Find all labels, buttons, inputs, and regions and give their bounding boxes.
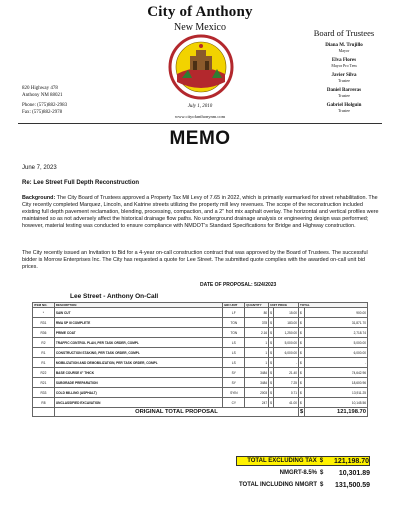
total-value: 10,301.89: [338, 469, 370, 477]
line-total: 900.00: [305, 308, 368, 318]
item-number: R33: [33, 388, 55, 398]
unit-price-dollar: $: [269, 328, 274, 338]
total-dollar: $: [319, 458, 324, 464]
board-member: [296, 103, 392, 113]
memo-title: MEMO: [169, 128, 231, 149]
total-dollar: $: [299, 308, 305, 318]
unit-price-dollar: $: [269, 378, 274, 388]
bid-unit: TON: [223, 318, 245, 328]
city-seal-icon: [168, 34, 234, 100]
board-title: Board of Trustees: [313, 28, 375, 38]
item-description: MOBILIZATION AND DEMOBILIZATION, PER TASK ORDER, COMPL: [54, 358, 223, 368]
table-row: [33, 388, 368, 398]
item-number: R1: [33, 358, 55, 368]
unit-price: 0.71: [274, 388, 299, 398]
unit-price: 7.25: [274, 378, 299, 388]
item-description: UNCLASSIFIED EXCAVATION: [54, 398, 223, 408]
member-role: Trustee: [338, 108, 350, 113]
line-total: 6,000.00: [305, 348, 368, 358]
total-dollar: $: [299, 388, 305, 398]
line-total: 5,000.00: [305, 338, 368, 348]
board-member: [296, 58, 392, 68]
total-dollar: $: [320, 470, 324, 476]
member-name: Daniel Barreras: [326, 88, 362, 93]
member-role: Mayor Pro Tem: [331, 63, 357, 68]
unit-price-dollar: $: [269, 368, 274, 378]
line-total: 31,871.70: [305, 318, 368, 328]
table-row: [33, 398, 368, 408]
total-including-nmgrt-row: [236, 480, 370, 490]
item-number: *: [33, 308, 55, 318]
item-number: R8: [33, 398, 55, 408]
quantity: 378: [245, 318, 269, 328]
total-dollar: $: [320, 482, 324, 488]
total-excluding-tax-row: [236, 456, 370, 466]
letterhead-rule: [18, 123, 382, 124]
total-dollar: $: [299, 328, 305, 338]
re-label: Re:: [22, 180, 32, 186]
member-name: Diana M. Trujillo: [325, 43, 363, 48]
line-total: -: [305, 358, 368, 368]
bid-unit: LS: [223, 348, 245, 358]
unit-price: 183.00: [274, 318, 299, 328]
item-description: PRIME COAT: [54, 328, 223, 338]
total-label: TOTAL INCLUDING NMGRT: [239, 482, 317, 488]
total-dollar: $: [299, 368, 305, 378]
item-description: TRAFFIC CONTROL PLAN, PER TASK ORDER, COMPL: [54, 338, 223, 348]
line-total: 74,642.96: [305, 368, 368, 378]
line-total: 10,145.56: [305, 398, 368, 408]
table-row: [33, 318, 368, 328]
bid-unit: TON: [223, 328, 245, 338]
quantity: 1: [245, 338, 269, 348]
unit-price-dollar: $: [269, 398, 274, 408]
table-row: [33, 338, 368, 348]
item-number: R2: [33, 338, 55, 348]
total-dollar: $: [299, 348, 305, 358]
bid-unit: CY: [223, 398, 245, 408]
original-total-row: [33, 408, 368, 417]
item-number: R22: [33, 368, 55, 378]
website-link[interactable]: www.cityofanthonynm.com: [174, 114, 226, 119]
quantity: 3484: [245, 368, 269, 378]
background-label: Background:: [22, 195, 56, 201]
col-header-total: TOTAL: [299, 303, 368, 308]
line-total: 18,600.96: [305, 378, 368, 388]
item-description: BASE COURSE 6" THICK: [54, 368, 223, 378]
proposal-title: Lee Street - Anthony On-Call: [70, 293, 159, 300]
total-label: NMGRT-8.5%: [279, 470, 317, 476]
original-total-value: 121,198.70: [305, 408, 368, 417]
line-total: 13,911.25: [305, 388, 368, 398]
quantity: 2.16: [245, 328, 269, 338]
table-row: [33, 328, 368, 338]
unit-price: 5,000.00: [274, 338, 299, 348]
total-dollar: $: [299, 338, 305, 348]
member-role: Trustee: [338, 93, 350, 98]
board-of-trustees: [296, 28, 392, 118]
table-row: [33, 368, 368, 378]
nmgrt-row: [236, 468, 370, 478]
phone-number: Phone: (575)882-2983: [22, 103, 68, 109]
unit-price: -: [274, 358, 299, 368]
member-role: Trustee: [338, 78, 350, 83]
board-member: [296, 88, 392, 98]
unit-price: 1,250.00: [274, 328, 299, 338]
bid-unit: LS: [223, 358, 245, 368]
memo-subject: [22, 180, 139, 186]
bid-unit: SY: [223, 368, 245, 378]
total-dollar: $: [299, 358, 305, 368]
original-total-label: ORIGINAL TOTAL PROPOSAL: [54, 408, 298, 417]
line-total: 2,718.74: [305, 328, 368, 338]
member-name: Elva Flores: [331, 58, 357, 63]
unit-price: 21.40: [274, 368, 299, 378]
unit-price: 6,000.00: [274, 348, 299, 358]
col-header-item: ITEM NO.: [33, 303, 55, 308]
city-name: City of Anthony: [147, 4, 253, 20]
original-total-dollar: $: [300, 409, 304, 415]
address-line-2: Anthony NM 88021: [22, 92, 63, 98]
total-dollar: $: [299, 378, 305, 388]
re-subject: Lee Street Full Depth Reconstruction: [33, 180, 140, 186]
quantity: 3484: [245, 378, 269, 388]
quantity: 1: [245, 358, 269, 368]
col-header-unit-price: UNIT PRICE: [269, 303, 299, 308]
unit-price-dollar: $: [269, 318, 274, 328]
unit-price-dollar: $: [269, 338, 274, 348]
fax-number: Fax: (575)882-2978: [22, 109, 63, 115]
item-number: R36: [33, 328, 55, 338]
member-name: Gabriel Holguin: [326, 103, 362, 108]
address-line-1: 820 Highway 478: [22, 86, 58, 91]
unit-price-dollar: $: [269, 348, 274, 358]
invitation-paragraph: The City recently issued an Invitation to Bid for a 4-year on-call construction contract that was approved by the Board of Trustees. The successful bidder is Morrow Enterprises Inc. The City has requested a quote for Lee Street. The submitted quote complies with the awarded on-call unit bid prices.: [22, 250, 368, 270]
bid-unit: SY: [223, 378, 245, 388]
col-header-bid-unit: BID UNIT: [223, 303, 245, 308]
seal-date: July 1, 2010: [187, 104, 213, 109]
item-number: R31: [33, 318, 55, 328]
total-dollar: $: [299, 398, 305, 408]
city-contact-block: [22, 86, 67, 116]
table-row: [33, 348, 368, 358]
item-description: SAW CUT: [54, 308, 223, 318]
table-row: [33, 308, 368, 318]
item-number: R1: [33, 348, 55, 358]
item-description: COLD MILLING (ASPHALT): [54, 388, 223, 398]
member-name: Javier Silva: [331, 73, 357, 78]
background-text: The City Board of Trustees approved a Property Tax Mil Levy of 7.65 in 2022, which is primarily earmarked for street rehabilitation. The City recently completed Marquez, Lincoln, and Katrine streets utilizing the property mill levy revenues. The scope of the reconstruction included existing full depth pavement reclamation, blending, processing, compaction, and a 2" hot mix asphalt overlay. The horizontal and vertical profiles were maintained so as not adversely affect the historical drainage flow paths. No underground drainage analysis or engineering design was performed; however, material testing was conducted to ensure compliance with NMDOT's Standard Specifications for Bridge and Highway construction.: [22, 195, 379, 229]
quantity: 80: [245, 308, 269, 318]
member-role: Mayor: [338, 48, 350, 53]
col-header-quantity: QUANTITY: [245, 303, 269, 308]
item-description: CONSTRUCTION STAKING, PER TASK ORDER, COMPL: [54, 348, 223, 358]
background-paragraph: [22, 195, 380, 230]
board-member: [296, 73, 392, 83]
quantity: 1: [245, 348, 269, 358]
bid-unit: LS: [223, 338, 245, 348]
unit-price-dollar: $: [269, 308, 274, 318]
table-row: [33, 378, 368, 388]
bid-unit: LF: [223, 308, 245, 318]
total-value: 131,500.59: [334, 481, 370, 489]
quantity: 2003: [245, 388, 269, 398]
memo-date: June 7, 2023: [22, 165, 57, 171]
state-name: New Mexico: [174, 22, 226, 33]
board-member: [296, 43, 392, 53]
unit-price: 41.00: [274, 398, 299, 408]
col-header-description: DESCRIPTION: [54, 303, 223, 308]
item-number: R21: [33, 378, 55, 388]
unit-price-dollar: $: [269, 358, 274, 368]
item-description: RMA SP III COMPLETE: [54, 318, 223, 328]
total-dollar: $: [299, 318, 305, 328]
total-label: TOTAL EXCLUDING TAX: [247, 458, 317, 464]
item-description: SUBGRADE PREPARATION: [54, 378, 223, 388]
proposal-date: DATE OF PROPOSAL: 5/24/2023: [200, 282, 277, 288]
bid-unit: SYIN: [223, 388, 245, 398]
table-row: [33, 358, 368, 368]
unit-price-dollar: $: [269, 388, 274, 398]
total-value: 121,198.70: [333, 457, 369, 465]
proposal-table: [32, 302, 368, 417]
quantity: 247: [245, 398, 269, 408]
unit-price: 15.00: [274, 308, 299, 318]
